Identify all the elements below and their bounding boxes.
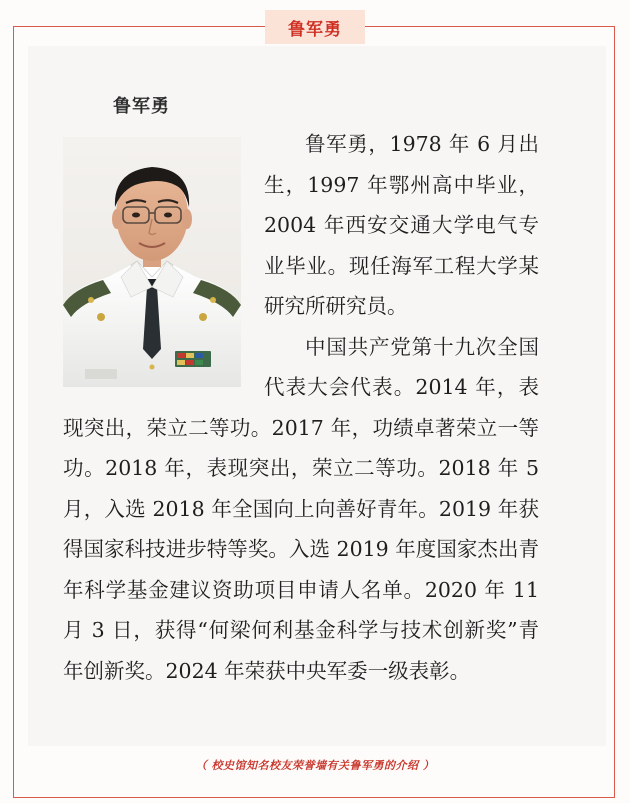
page-title: 鲁军勇 bbox=[265, 10, 365, 44]
person-name: 鲁军勇 bbox=[113, 96, 170, 117]
biography-text bbox=[63, 124, 539, 691]
image-caption: （ 校史馆知名校友荣誉墙有关鲁军勇的介绍 ） bbox=[195, 759, 435, 772]
bio-paragraph: 鲁军勇，1978 年 6 月出生，1997 年鄂州高中毕业，2004 年西安交通大学电气专业毕业。现任海军工程大学某研究所研究员。 bbox=[264, 132, 539, 318]
bio-paragraph: 中国共产党第十九次全国代表大会代表。2014 年，表现突出，荣立二等功。2017 年，功绩卓著荣立一等功。2018 年，表现突出，荣立二等功。2018 年 5 月，入选 2018 年全国向上向善好青年。2019 年获得国家科技进步特等奖。入选 2019 年度国家杰出青年科学基金建议资助项目申请人名单。2020 年 11 月 3 日，获得“何梁何利基金科学与技术创新奖”青年创新奖。2024 年荣获中央军委一级表彰。 bbox=[63, 334, 539, 683]
photo-spacer bbox=[63, 124, 264, 386]
